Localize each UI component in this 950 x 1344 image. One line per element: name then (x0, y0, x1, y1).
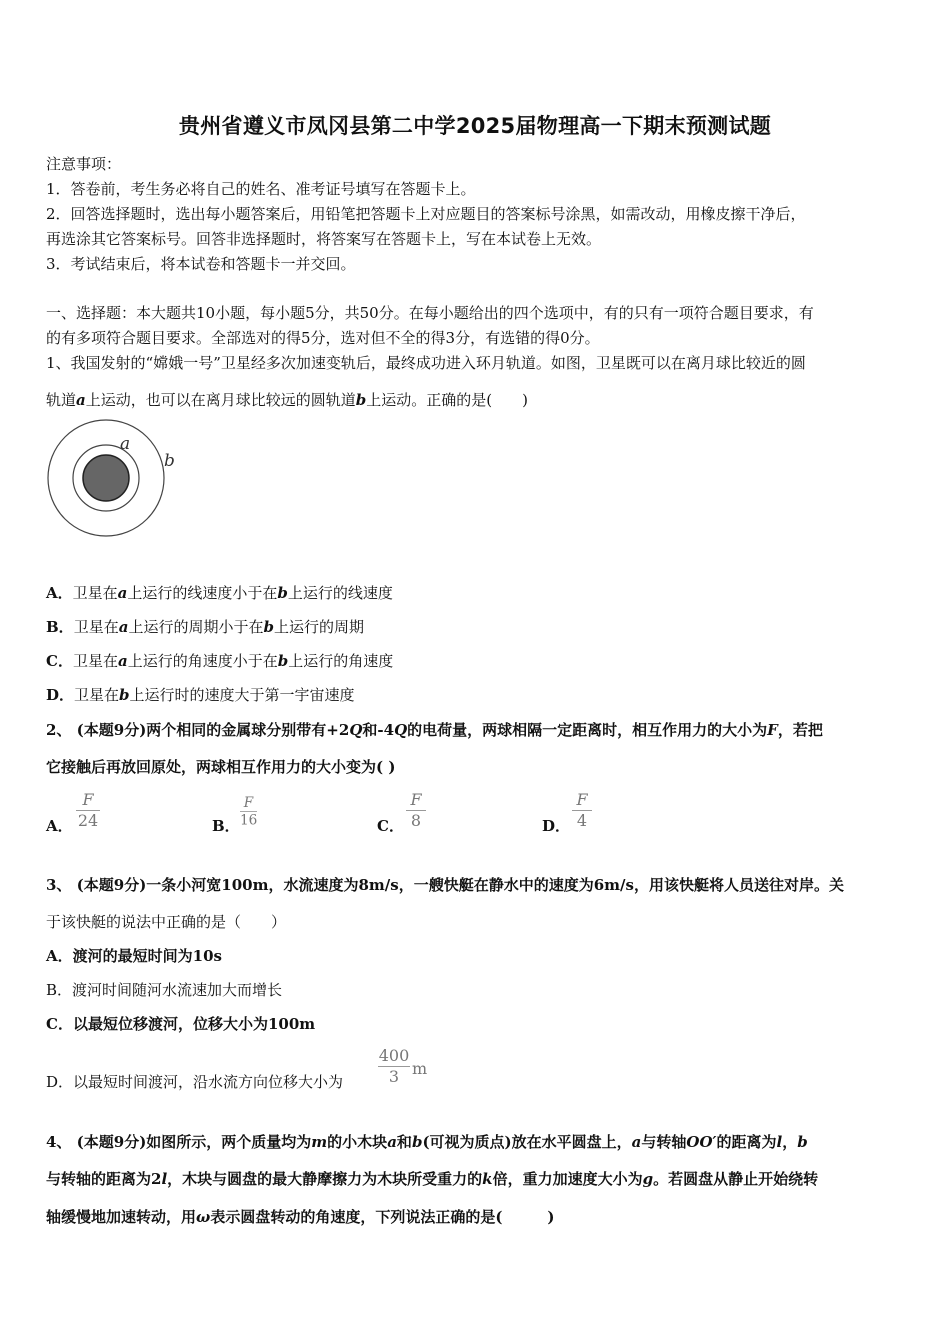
q4-stem-line2: 与转轴的距离为2l，木块与圆盘的最大静摩擦力为木块所受重力的k倍，重力加速度大小为g。若圆盘从静止开始绕转 (46, 1170, 819, 1188)
q2-option-b-letter: B． (212, 817, 240, 835)
section-heading-line1: 一、选择题：本大题共10小题，每小题5分，共50分。在每小题给出的四个选项中，有的只有一项符合题目要求，有 (46, 304, 814, 322)
notice-item: 1．答卷前，考生务必将自己的姓名、准考证号填写在答题卡上。 (46, 180, 476, 198)
section-heading-line2: 的有多项符合题目要求。全部选对的得5分，选对但不全的得3分，有选错的得0分。 (46, 329, 600, 347)
q2-option-d-letter: D． (542, 817, 571, 835)
q2-stem-line1: 2、 (本题9分)两个相同的金属球分别带有+2Q和-4Q的电荷量，两球相隔一定距离时，相互作用力的大小为F，若把 (46, 721, 823, 739)
q1-option-d: D．卫星在b上运行时的速度大于第一宇宙速度 (46, 686, 355, 704)
q3-option-c: C．以最短位移渡河，位移大小为100m (46, 1015, 316, 1033)
q2-option-a-fraction: F 24 (77, 790, 99, 830)
q3-option-b: B．渡河时间随河水流速加大而增长 (46, 981, 283, 999)
notice-item: 2．回答选择题时，选出每小题答案后，用铅笔把答题卡上对应题目的答案标号涂黑，如需改动，用橡皮擦干净后， (46, 205, 806, 223)
q2-option-c-fraction: F 8 (406, 790, 426, 831)
q4-stem-line3: 轴缓慢地加速转动，用ω表示圆盘转动的角速度，下列说法正确的是( ) (46, 1208, 555, 1226)
var-b: b (355, 391, 367, 409)
q3-option-d-unit: m (412, 1059, 428, 1078)
q2-option-a-letter: A． (46, 817, 73, 835)
q1-stem-line2: 轨道a上运动，也可以在离月球比较远的圆轨道b上运动。正确的是( ) (46, 391, 528, 409)
q3-option-d: D．以最短时间渡河，沿水流方向位移大小为 (46, 1073, 344, 1091)
notice-heading: 注意事项： (46, 155, 122, 173)
page-title: 贵州省遵义市凤冈县第二中学2025届物理高一下期末预测试题 (178, 114, 772, 138)
q3-option-a: A．渡河的最短时间为10s (46, 947, 222, 965)
orbit-diagram (44, 418, 184, 542)
q1-option-c: C．卫星在a上运行的角速度小于在b上运行的角速度 (46, 652, 394, 670)
q3-stem-line1: 3、 (本题9分)一条小河宽100m，水流速度为8m/s，一艘快艇在静水中的速度为6m/s，用该快艇将人员送往对岸。关 (46, 876, 844, 894)
orbit-b-label: b (164, 451, 175, 471)
orbit-a-label: a (120, 434, 131, 454)
q4-stem-line1: 4、 (本题9分)如图所示，两个质量均为m的小木块a和b(可视为质点)放在水平圆盘上，a与转轴OO′的距离为l，b (46, 1133, 808, 1151)
moon (83, 455, 129, 501)
var-a: a (76, 391, 86, 409)
q1-option-b: B．卫星在a上运行的周期小于在b上运行的周期 (46, 618, 364, 636)
q1-option-a: A．卫星在a上运行的线速度小于在b上运行的线速度 (46, 584, 393, 602)
q3-stem-line2: 于该快艇的说法中正确的是（ ） (46, 913, 287, 931)
notice-item: 再选涂其它答案标号。回答非选择题时，将答案写在答题卡上，写在本试卷上无效。 (46, 230, 602, 248)
q2-option-d-fraction: F 4 (572, 790, 592, 831)
q1-stem-line1: 1、我国发射的“嫦娥一号”卫星经多次加速变轨后，最终成功进入环月轨道。如图，卫星既可以在离月球比较近的圆 (46, 354, 806, 372)
q3-option-d-fraction: 400 3 (378, 1046, 410, 1086)
notice-item: 3．考试结束后，将本试卷和答题卡一并交回。 (46, 255, 356, 273)
q2-stem-line2: 它接触后再放回原处，两球相互作用力的大小变为( ) (46, 758, 396, 776)
q2-option-c-letter: C． (377, 817, 404, 835)
q2-option-b-fraction: F 16 (240, 794, 258, 828)
